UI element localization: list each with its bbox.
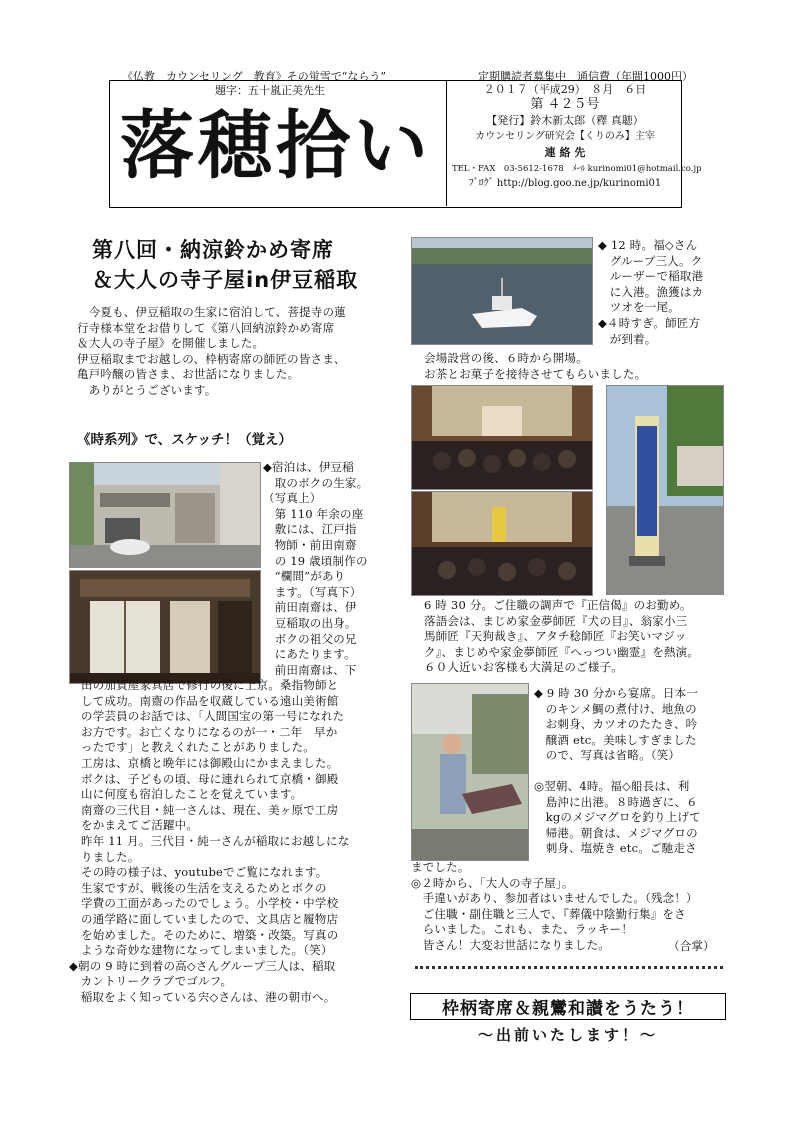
organization: カウンセリング研究会【くりのみ】主宰 (475, 131, 655, 142)
closing-gassho: （合掌） (668, 939, 715, 953)
ranma-interior-photo (69, 570, 261, 684)
tuna-photo (411, 683, 529, 861)
magic-show-photo (411, 491, 593, 596)
nansai-text: 田の加賀屋家具店で修行の後に上京。桑指物師と して成功。南齋の作品を収蔵している遠山美術館 の学芸員のお話では、「人間国宝の第一号になれた お方です。お亡くなりになるのが一・二年 早か ったです」と教えくれたことがありました。 工房は、京橋と晩年には御殿山にかまえました。 ボクは、子どもの頃、母に連れられて京橋・御殿 山に何度も宿泊したことを覚えています。 南齋の三代目・純一さんは、現在、美ヶ原で工房 をかまえてご活躍中。 昨年 11 月。三代目・純一さんが稲取にお越しにな りました。 その時の様子は、youtubeでご覧になれます。 生家ですが、戦後の生活を支えるためとボクの 学費の工面があったのでしょう。小学校・中学校 の通学路に面していましたので、文具店と履物店 を始めました。そのために、増築・改築。写真の ような奇妙な建物になってしまいました。（笑） ◆朝の 9 時に到着の高◇さんグループ三人は、稲取 カントリークラブでゴルフ。 稲取をよく知っている宍◇さんは、港の朝市へ。 (69, 678, 350, 1004)
headline-line2: ＆大人の寺子屋in伊豆稲取 (92, 268, 359, 292)
promo-banner-subtitle: ～出前いたします！～ (477, 1026, 658, 1044)
blog-url: ﾌﾞﾛｸﾞ http://blog.goo.ne.jp/kurinomi01 (468, 178, 662, 189)
tagline: 《仏教 カウンセリング 教育》その蛍雪で“ならう” (122, 70, 387, 83)
promo-banner-title: 枠柄寄席＆親鸞和讃をうたう！ (442, 999, 694, 1019)
banner-flag-photo (606, 385, 724, 595)
terakoya-text: までした。 ◎２時から、「大人の寺子屋」。 手違いがあり、参加者はいませんでした。（残念！） ご住職・副住職と三人で、『葬儀中陰勤行集』をさ らいました。これも、また、ラッキー！ 皆さん！大変お世話になりました。 (411, 860, 698, 952)
issue-date: ２０１７（平成29） ８月 ６日 (483, 83, 647, 96)
section-divider (415, 966, 723, 969)
house-photo (69, 462, 261, 568)
cruiser-photo (411, 237, 593, 345)
arrival-text: ◆ 12 時。福◇さん グループ三人。ク ルーザーで稲取港 に入港。漁獲はカ ツオを一尾。 ◆４時すぎ。師匠方 が到着。 (598, 238, 704, 346)
venue-text: 会場設営の後、６時から開場。 お茶とお菓子を接待させてもらいました。 (424, 351, 647, 381)
lodging-text: ◆宿泊は、伊豆稲 取のボクの生家。 （写真上） 第 110 年余の座 敷には、江戸指 物師・前田南齋 の 19 歳頃制作の “欄間”があり ます。（写真下） 前田南齋は、伊 豆稲取の出身。 ボクの祖父の兄 にあたります。 前田南齋は、下 (263, 460, 369, 677)
subscription: 定期購読者募集中 通信費（年間1000円） (478, 70, 693, 83)
contact-info: TEL・FAX 03-5612-1678 ﾒｰﾙ kurinomi01@hotmail.co.jp (452, 164, 702, 174)
intro-text: 今夏も、伊豆稲取の生家に宿泊して、菩提寺の蓮 行寺様本堂をお借りして《第八回納涼鈴かめ寄席 ＆大人の寺子屋》を開催しました。 伊豆稲取までお越しの、枠柄寄席の師匠の皆さま、 亀戸吟醸の皆さま、お世話になりました。 ありがとうございます。 (77, 305, 346, 397)
dinner-morning-text: ◆ 9 時 30 分から宴席。日本一 のキンメ鯛の煮付け、地魚の お刺身、カツオのたたき、吟 醸酒 etc。美味しすぎました ので、写真は省略。（笑） ◎翌朝、4時。福◇船長は、利 島沖に出港。８時過ぎに、６ kgのメジマグロを釣り上げて 帰港。朝食は、メジマグロの 刺身、塩焼き etc。ご馳走さ (534, 686, 701, 856)
section-title: 《時系列》で、スケッチ！（覚え） (77, 432, 293, 448)
header-info (452, 83, 702, 191)
masthead-divider (446, 80, 447, 206)
headline-line1: 第八回・納涼鈴かめ寄席 (92, 238, 334, 262)
publisher: 【発行】鈴木新太郎（釋 真聴） (486, 114, 644, 127)
performance-text: 6 時 30 分。ご住職の調声で『正信偈』のお勤め。 落語会は、まじめ家金夢師匠『犬の目』、翁家小三 馬師匠『天狗裁き』、アタチ稔師匠『お笑いマジッ ク』、まじめや家金夢師匠『へっつい幽霊』を熱演。 ６０人近いお客様も大満足のご様子。 (424, 598, 700, 675)
contact-label: 連 絡 先 (544, 146, 586, 159)
rakugo-hall-photo (411, 385, 593, 490)
issue-number: 第 ４２５号 (530, 97, 600, 112)
masthead-title: 落穂拾い (120, 103, 432, 189)
title-credit: 題字：五十嵐正美先生 (215, 84, 325, 97)
